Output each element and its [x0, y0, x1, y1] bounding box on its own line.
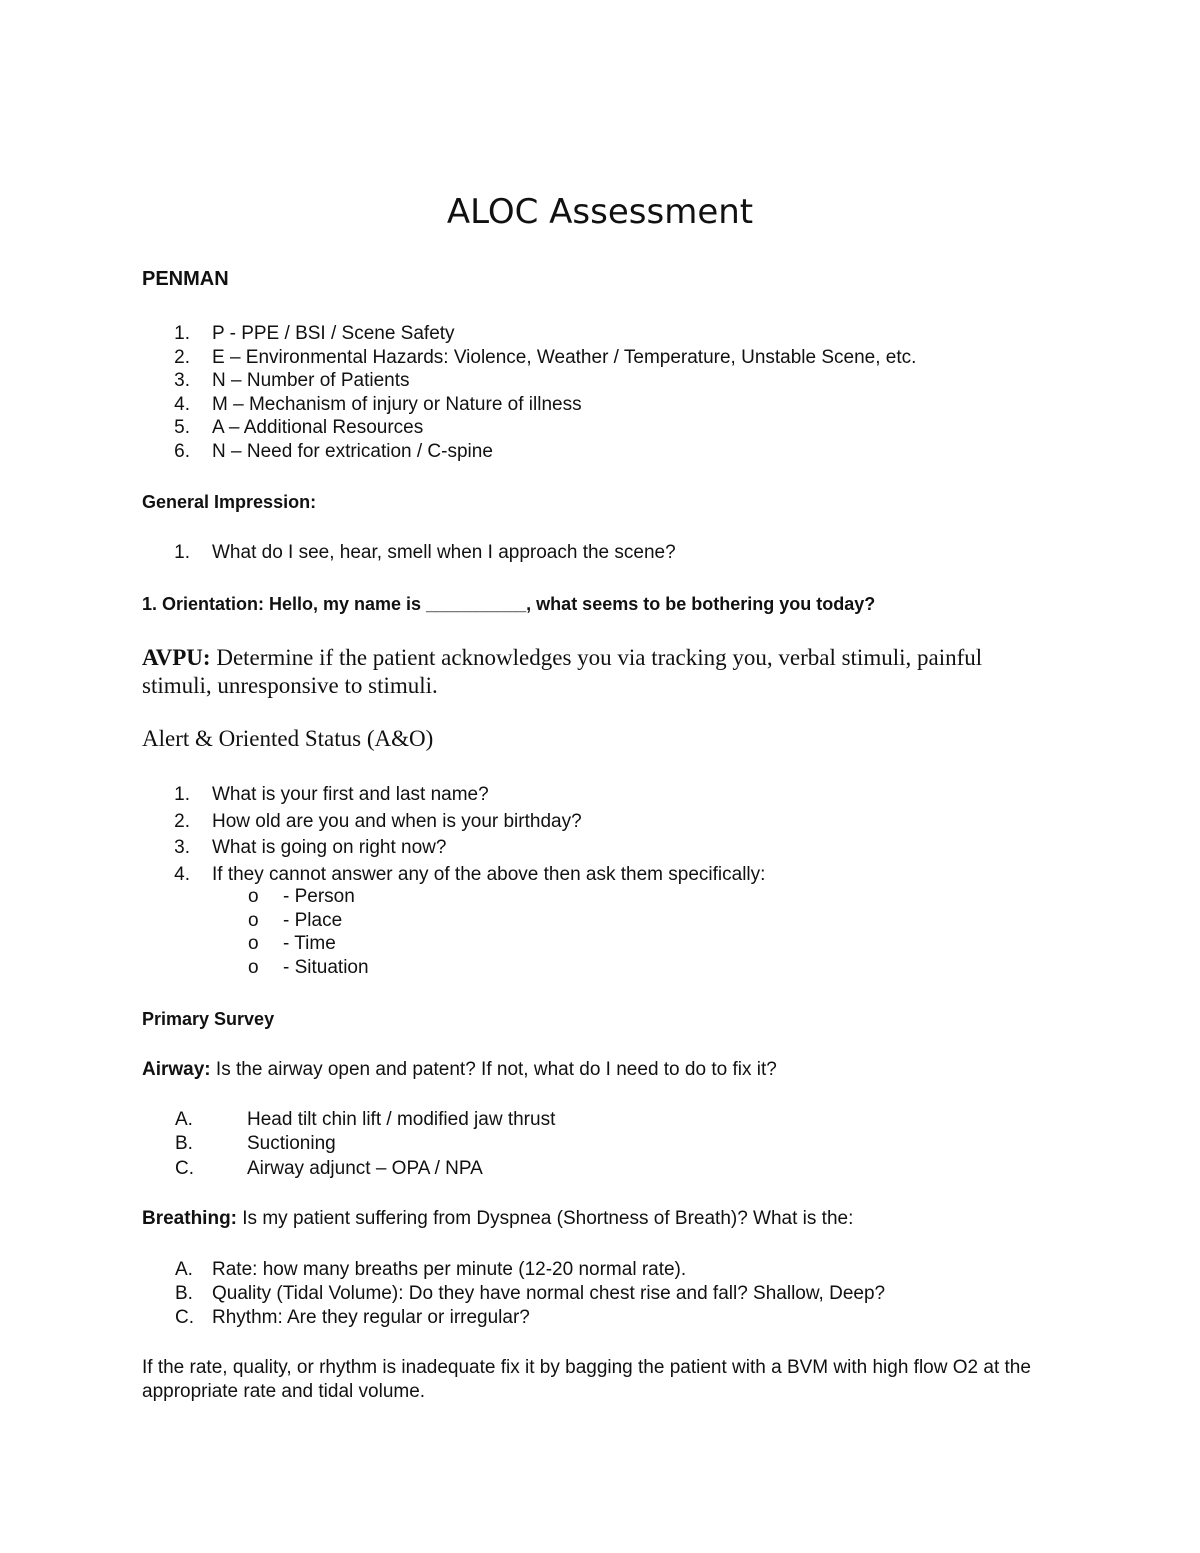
- bullet-icon: o: [248, 933, 259, 955]
- bullet-icon: o: [248, 886, 259, 907]
- list-number: 4.: [174, 863, 190, 885]
- list-item: [142, 835, 1042, 862]
- list-item: [142, 1258, 1042, 1282]
- list-item: [142, 1108, 1042, 1132]
- list-item: [142, 440, 1042, 464]
- list-letter: B.: [175, 1283, 193, 1304]
- list-text: N – Need for extrication / C-spine: [212, 440, 493, 462]
- list-number: 1.: [174, 542, 190, 563]
- list-text: Suctioning: [247, 1133, 336, 1155]
- list-letter: C.: [175, 1307, 194, 1328]
- list-item: [142, 885, 1042, 909]
- list-item: [142, 932, 1042, 956]
- breathing-note: If the rate, quality, or rhythm is inadequate fix it by bagging the patient with a BVM with high flow O2 at the appropriate rate and tidal volume.: [142, 1357, 1031, 1402]
- bullet-icon: o: [248, 909, 259, 931]
- airway-label: Airway:: [142, 1059, 211, 1080]
- list-letter: B.: [175, 1133, 193, 1155]
- list-text: What is your first and last name?: [212, 784, 489, 805]
- list-text: A – Additional Resources: [212, 417, 424, 439]
- list-text: What do I see, hear, smell when I approach the scene?: [212, 542, 676, 563]
- list-item: [142, 416, 1042, 440]
- bullet-icon: o: [248, 956, 259, 978]
- list-text: - Situation: [283, 956, 369, 978]
- list-item: [142, 782, 1042, 809]
- avpu-label: AVPU:: [142, 645, 211, 670]
- breathing-label: Breathing:: [142, 1208, 237, 1229]
- list-text: - Time: [283, 933, 336, 955]
- breathing-list: [142, 1258, 1042, 1330]
- list-item: [142, 369, 1042, 393]
- alert-oriented-list: [142, 782, 1042, 888]
- list-item: [142, 809, 1042, 836]
- list-item: [142, 1282, 1042, 1306]
- list-text: How old are you and when is your birthday?: [212, 810, 582, 832]
- list-item: [142, 346, 1042, 370]
- alert-oriented-sublist: [142, 885, 1042, 979]
- penman-heading: PENMAN: [142, 268, 229, 290]
- orientation-line: 1. Orientation: Hello, my name is __________, what seems to be bothering you today?: [142, 594, 876, 614]
- primary-survey-heading: Primary Survey: [142, 1009, 275, 1029]
- list-text: Quality (Tidal Volume): Do they have normal chest rise and fall? Shallow, Deep?: [212, 1283, 886, 1304]
- list-number: 1.: [174, 323, 190, 344]
- list-number: 3.: [174, 370, 190, 392]
- list-text: Airway adjunct – OPA / NPA: [247, 1157, 483, 1179]
- list-item: [142, 541, 1042, 565]
- list-text: If they cannot answer any of the above then ask them specifically:: [212, 863, 766, 885]
- list-number: 5.: [174, 417, 190, 439]
- list-letter: C.: [175, 1157, 194, 1179]
- list-text: E – Environmental Hazards: Violence, Weather / Temperature, Unstable Scene, etc.: [212, 346, 917, 368]
- list-text: Head tilt chin lift / modified jaw thrust: [247, 1109, 556, 1130]
- list-item: [142, 956, 1042, 980]
- list-number: 6.: [174, 440, 190, 462]
- airway-list: [142, 1108, 1042, 1181]
- list-item: [142, 1157, 1042, 1181]
- list-text: Rhythm: Are they regular or irregular?: [212, 1307, 530, 1328]
- list-text: - Person: [283, 886, 355, 907]
- list-letter: A.: [175, 1259, 193, 1280]
- list-text: M – Mechanism of injury or Nature of illness: [212, 393, 582, 415]
- avpu-text: Determine if the patient acknowledges you via tracking you, verbal stimuli, painful stimuli, unresponsive to stimuli.: [142, 645, 983, 698]
- list-letter: A.: [175, 1109, 193, 1130]
- list-number: 3.: [174, 837, 190, 858]
- list-item: [142, 322, 1042, 346]
- airway-paragraph: [142, 1058, 777, 1082]
- list-item: [142, 1132, 1042, 1156]
- list-item: [142, 1306, 1042, 1330]
- list-text: Rate: how many breaths per minute (12-20 normal rate).: [212, 1259, 687, 1280]
- list-text: - Place: [283, 909, 343, 931]
- list-number: 1.: [174, 784, 190, 805]
- alert-oriented-heading: Alert & Oriented Status (A&O): [142, 726, 434, 751]
- document-title: ALOC Assessment: [446, 192, 754, 232]
- list-text: What is going on right now?: [212, 837, 447, 858]
- list-number: 4.: [174, 393, 190, 415]
- penman-list: [142, 322, 1042, 464]
- list-item: [142, 909, 1042, 933]
- list-number: 2.: [174, 810, 190, 832]
- list-item: [142, 393, 1042, 417]
- general-impression-heading: General Impression:: [142, 492, 317, 512]
- list-text: P - PPE / BSI / Scene Safety: [212, 323, 455, 344]
- list-text: N – Number of Patients: [212, 370, 410, 392]
- list-number: 2.: [174, 346, 190, 368]
- avpu-paragraph: [142, 644, 1032, 700]
- general-impression-list: [142, 541, 1042, 565]
- breathing-text: Is my patient suffering from Dyspnea (Shortness of Breath)? What is the:: [237, 1208, 854, 1229]
- airway-text: Is the airway open and patent? If not, what do I need to do to fix it?: [210, 1059, 777, 1080]
- breathing-paragraph: [142, 1207, 853, 1231]
